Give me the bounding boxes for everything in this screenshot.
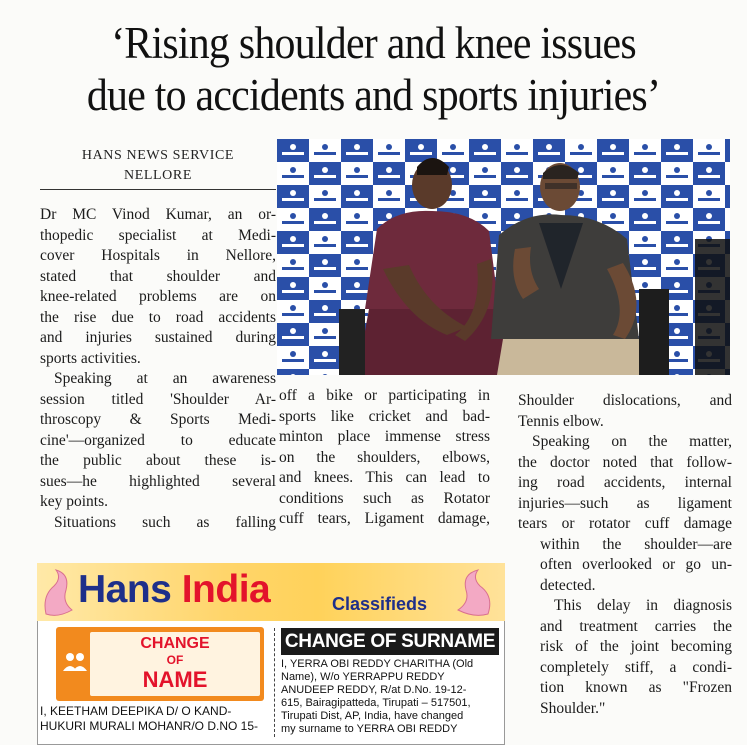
classified-notice-right [281, 658, 501, 736]
col3-p2b-line: detected. [540, 576, 596, 594]
col3-a-line: Shoulder dislocations, and [518, 392, 732, 409]
headline-line-1: ‘Rising shoulder and knee issues [111, 18, 636, 68]
col2-line: off a bike or participating in [279, 387, 490, 404]
col3-p2-line: Speaking on the matter, [532, 433, 732, 450]
col3-p3-line: and treatment carries the [540, 617, 732, 635]
col3-p2-line: ing road accidents, internal [518, 474, 732, 491]
col1-p2-line: session titled 'Shoulder Ar- [40, 390, 276, 408]
article-column-1 [40, 205, 276, 533]
col3-p3-line: completely stiff, a condi- [540, 658, 732, 676]
col3-p2-line: tears or rotator cuff damage [518, 515, 732, 532]
right-notice-line: my surname to YERRA OBI REDDY [281, 723, 458, 735]
press-photo [277, 139, 730, 375]
col1-p2-line: the public about these is- [40, 452, 276, 469]
change-label: CHANGE [140, 635, 210, 652]
right-notice-line: ANUDEEP REDDY, R/at D.No. 19-12- [281, 684, 467, 696]
col3-p2b-line: within the shoulder—are [540, 535, 732, 553]
byline-agency: HANS NEWS SERVICE [81, 148, 235, 163]
col1-p1-line: Dr MC Vinod Kumar, an or- [40, 206, 276, 223]
name-label: NAME [142, 667, 208, 692]
notice-divider [274, 628, 276, 737]
brand-india: India [181, 568, 271, 611]
left-notice-line: HUKURI MURALI MOHANR/O D.NO 15- [40, 719, 259, 733]
col1-p2-line: Speaking at an awareness [54, 370, 276, 387]
col3-p2b-line: often overlooked or go un- [540, 556, 732, 573]
byline-rule [40, 189, 276, 190]
col2-line: sports like cricket and bad- [279, 407, 490, 425]
col1-p1-line: knee-related problems are on [40, 288, 276, 305]
col1-p1-line: cover Hospitals in Nellore, [40, 247, 276, 264]
col1-p1-line: stated that shoulder and [40, 267, 276, 285]
col2-line: and knees. This can lead to [279, 469, 490, 486]
article-column-3 [518, 391, 732, 719]
headline-line-2: due to accidents and sports injuries’ [86, 70, 661, 120]
col3-p2-line: injuries—such as ligament [518, 494, 732, 512]
change-of-name-panel [90, 632, 260, 696]
classified-notice-left [40, 704, 276, 734]
col1-p3-line: Situations such as falling [54, 513, 276, 531]
change-of-name-box [56, 627, 264, 701]
brand-hans: Hans [78, 568, 172, 611]
col1-p1-line: sports activities. [40, 349, 141, 367]
change-of-surname-heading: CHANGE OF SURNAME [281, 628, 499, 655]
col2-line: minton place immense stress [279, 428, 490, 445]
classifieds-label: Classifieds [332, 594, 428, 614]
left-notice-line: I, KEETHAM DEEPIKA D/ O KAND- [40, 704, 232, 718]
col1-p1-line: the rise due to road accidents [40, 308, 276, 326]
col3-p3-line: risk of the joint becoming [540, 638, 732, 655]
of-label: OF [166, 653, 184, 667]
hans-india-logo [78, 568, 270, 612]
article-column-2 [279, 386, 490, 530]
col1-p2-line: sues—he highlighted several [40, 472, 276, 490]
col3-p2-line: the doctor noted that follow- [518, 453, 732, 471]
people-icon [62, 649, 88, 675]
right-notice-line: Name), W/o YERRAPPU REDDY [281, 671, 445, 683]
col2-line: conditions such as Rotator [279, 489, 490, 507]
col2-line: on the shoulders, elbows, [279, 448, 490, 466]
right-notice-line: 615, Bairagipatteda, Tirupati – 517501, [281, 697, 471, 709]
byline-place: NELLORE [124, 168, 192, 183]
col1-p1-line: and injuries sustained during [40, 329, 276, 346]
col1-p2-line: throscopy & Sports Medi- [40, 411, 276, 428]
right-notice-line: Tirupati Dist, AP, India, have changed [281, 710, 464, 722]
col2-line: cuff tears, Ligament damage, [279, 510, 490, 527]
col1-p1-line: thopedic specialist at Medi- [40, 226, 276, 244]
col1-p2-line: key points. [40, 493, 109, 510]
col3-p3-line: This delay in diagnosis [554, 597, 732, 614]
swan-left-icon [40, 566, 76, 618]
col3-p3-line: tion known as "Frozen [540, 679, 732, 696]
right-notice-line: I, YERRA OBI REDDY CHARITHA (Old [281, 658, 474, 670]
col3-a-line: Tennis elbow. [518, 412, 604, 430]
press-conference-image [277, 139, 730, 375]
swan-right-icon [448, 566, 496, 618]
col3-p3-line: Shoulder." [540, 699, 606, 717]
col1-p2-line: cine'—organized to educate [40, 431, 276, 449]
